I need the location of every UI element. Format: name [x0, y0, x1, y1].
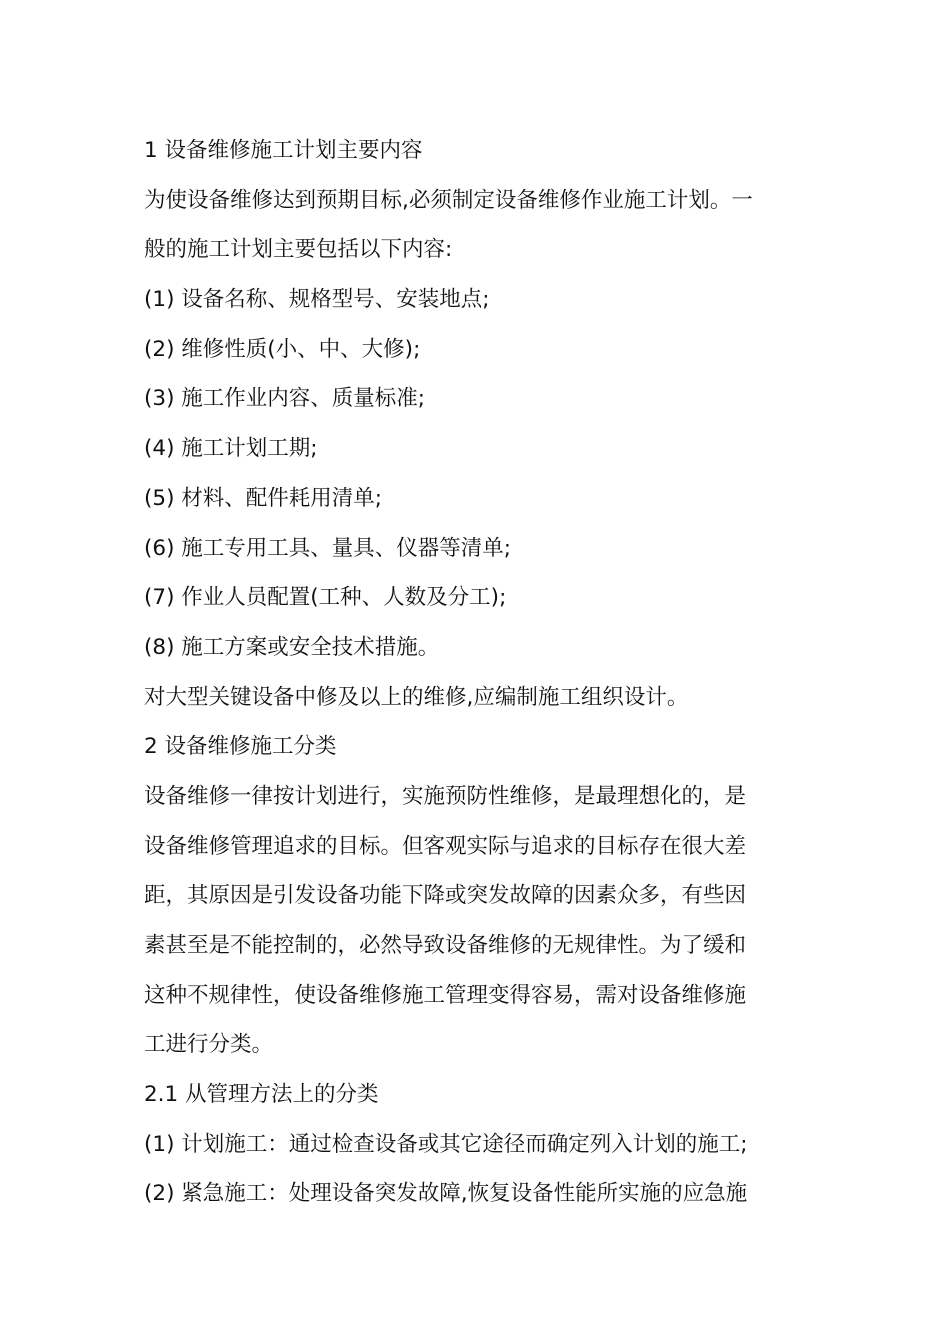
list-item: (1) 计划施工：通过检查设备或其它途径而确定列入计划的施工;: [144, 1131, 748, 1157]
list-item: (1) 设备名称、规格型号、安装地点;: [144, 287, 490, 313]
heading-2: 2 设备维修施工分类: [144, 734, 337, 760]
list-item: (2) 紧急施工：处理设备突发故障,恢复设备性能所实施的应急施: [144, 1181, 748, 1207]
paragraph-line: 这种不规律性，使设备维修施工管理变得容易，需对设备维修施: [144, 982, 747, 1008]
list-item: (3) 施工作业内容、质量标准;: [144, 386, 426, 412]
paragraph-line: 距，其原因是引发设备功能下降或突发故障的因素众多，有些因: [144, 883, 747, 909]
heading-1: 1 设备维修施工计划主要内容: [144, 138, 423, 163]
paragraph-line: 设备维修一律按计划进行，实施预防性维修，是最理想化的，是: [144, 783, 747, 809]
list-item: (4) 施工计划工期;: [144, 436, 318, 462]
document-body: [144, 126, 812, 1219]
paragraph-line: 对大型关键设备中修及以上的维修,应编制施工组织设计。: [144, 684, 689, 710]
paragraph-line: 般的施工计划主要包括以下内容:: [144, 237, 453, 263]
list-item: (8) 施工方案或安全技术措施。: [144, 634, 440, 660]
paragraph-line: 素甚至是不能控制的，必然导致设备维修的无规律性。为了缓和: [144, 933, 747, 958]
paragraph-line: 为使设备维修达到预期目标,必须制定设备维修作业施工计划。一: [144, 187, 753, 213]
list-item: (6) 施工专用工具、量具、仪器等清单;: [144, 535, 512, 561]
paragraph-line: 工进行分类。: [144, 1032, 274, 1058]
list-item: (2) 维修性质(小、中、大修);: [144, 336, 421, 362]
paragraph-line: 设备维修管理追求的目标。但客观实际与追求的目标存在很大差: [144, 833, 747, 859]
heading-2-1: 2.1 从管理方法上的分类: [144, 1082, 379, 1108]
list-item: (5) 材料、配件耗用清单;: [144, 485, 383, 511]
list-item: (7) 作业人员配置(工种、人数及分工);: [144, 585, 507, 611]
